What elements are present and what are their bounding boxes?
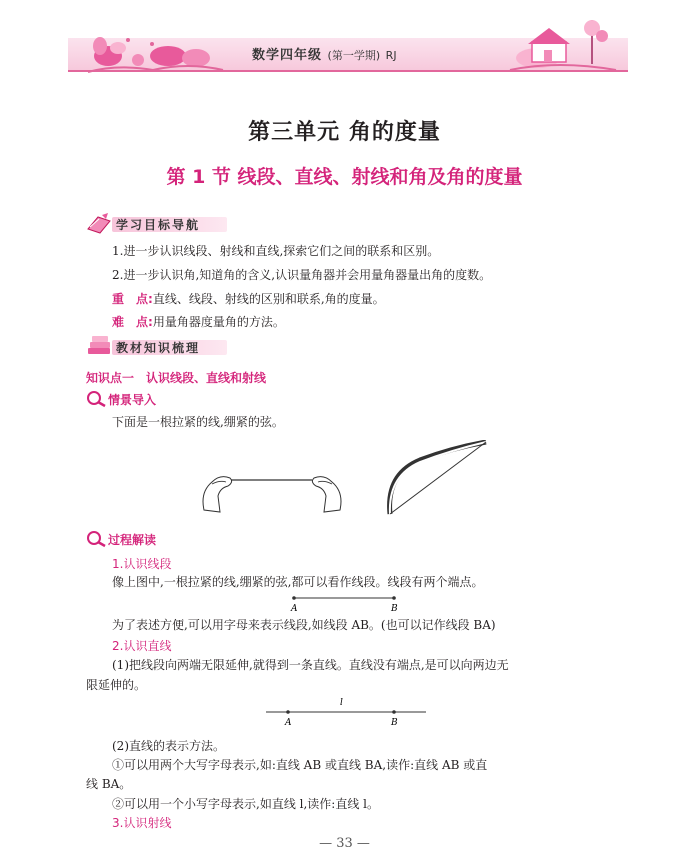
knowledge-banner <box>86 336 286 358</box>
scene-text: 下面是一根拉紧的线,绷紧的弦。 <box>112 415 284 429</box>
goals-banner-label: 学习目标导航 <box>116 217 201 232</box>
segment-endpoint-b <box>392 596 396 600</box>
segment-label-b: B <box>391 604 398 614</box>
goals-banner <box>86 213 286 235</box>
header-subtitle: (第一学期) <box>327 49 381 62</box>
sub1-note: 为了表述方便,可以用字母来表示线段,如线段 AB。(也可以记作线段 BA) <box>112 618 496 632</box>
sub2-p4: ②可以用一个小写字母表示,如直线 l,读作:直线 l。 <box>112 797 379 811</box>
sub2-title: 2.认识直线 <box>112 639 172 653</box>
goal-item-1: 1.进一步认识线段、射线和直线,探索它们之间的联系和区别。 <box>112 244 440 258</box>
process-label: 过程解读 <box>108 532 157 547</box>
segment-diagram <box>280 592 410 614</box>
page-header <box>0 0 689 82</box>
process-heading <box>86 530 156 548</box>
segment-label-a: A <box>291 604 298 614</box>
sub3-title: 3.认识射线 <box>112 816 172 830</box>
unit-title: 第三单元 角的度量 <box>248 119 441 145</box>
line-point-a <box>286 710 290 714</box>
header-book-title: 数学四年级 <box>252 48 323 63</box>
magnifier-icon <box>86 390 108 408</box>
difficulty-label: 难 点: <box>112 315 153 329</box>
sub2-p3-line1: ①可以用两个大写字母表示,如:直线 AB 或直线 BA,读作:直线 AB 或直 <box>112 758 488 772</box>
header-title <box>252 44 397 63</box>
segment-endpoint-a <box>292 596 296 600</box>
key-point-line <box>112 290 385 308</box>
line-label-b: B <box>391 718 398 728</box>
sub2-p1-line1: (1)把线段向两端无限延伸,就得到一条直线。直线没有端点,是可以向两边无 <box>112 658 509 672</box>
sub1-title: 1.认识线段 <box>112 557 172 571</box>
flower-decoration-left <box>78 22 228 74</box>
page-number: — 33 — <box>319 836 370 851</box>
header-edition: RJ <box>385 49 397 62</box>
magnifier-icon <box>86 530 108 548</box>
line-diagram <box>262 694 432 728</box>
illustration-string-and-bow <box>190 440 500 522</box>
difficulty-line <box>112 313 285 331</box>
knowledge-banner-label: 教材知识梳理 <box>116 340 201 355</box>
line-point-b <box>392 710 396 714</box>
sub2-p1-line2: 限延伸的。 <box>86 678 147 692</box>
key-point-label: 重 点: <box>112 292 153 306</box>
book-icon <box>86 211 112 235</box>
sub2-p3-line2: 线 BA。 <box>86 777 132 791</box>
knowledge-point-title: 知识点一 认识线段、直线和射线 <box>86 371 267 385</box>
books-stack-icon <box>86 334 114 358</box>
line-label-a: A <box>285 718 292 728</box>
difficulty-text: 用量角器度量角的方法。 <box>152 315 285 329</box>
section-title: 第 1 节 线段、直线、射线和角及角的度量 <box>166 166 523 188</box>
goal-item-2: 2.进一步认识角,知道角的含义,认识量角器并会用量角器量出角的度数。 <box>112 268 492 282</box>
line-label-l: l <box>340 698 343 708</box>
sub2-p2: (2)直线的表示方法。 <box>112 739 225 753</box>
sub1-text: 像上图中,一根拉紧的线,绷紧的弦,都可以看作线段。线段有两个端点。 <box>112 575 484 589</box>
house-decoration-right <box>508 14 618 74</box>
scene-heading <box>86 390 156 408</box>
key-point-text: 直线、线段、射线的区别和联系,角的度量。 <box>152 292 385 306</box>
scene-label: 情景导入 <box>108 392 157 407</box>
